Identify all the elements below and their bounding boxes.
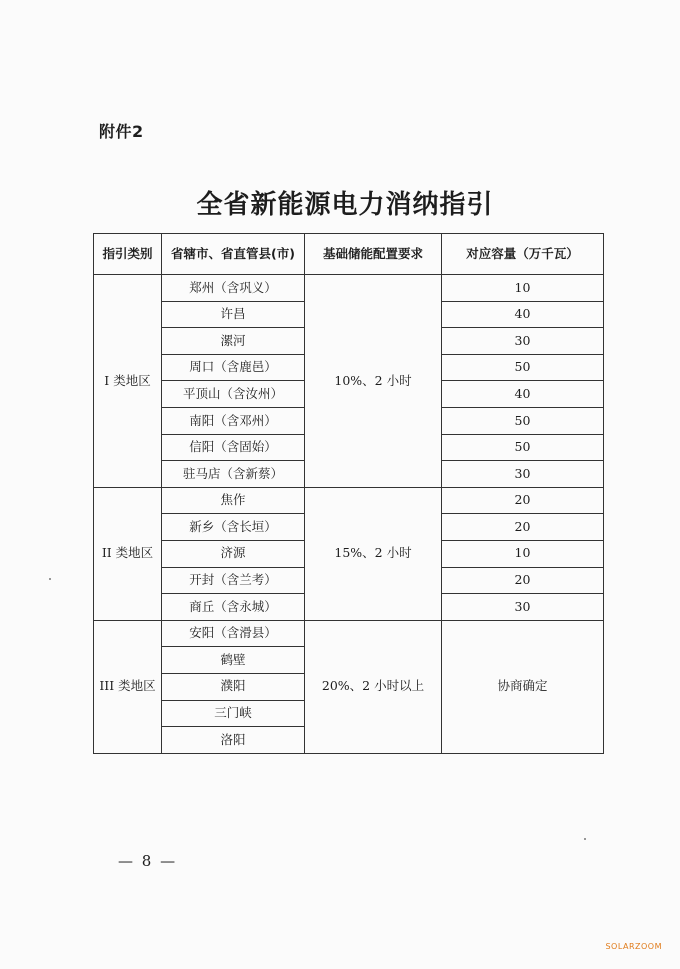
- capacity-cell: 30: [442, 594, 604, 621]
- capacity-cell: 20: [442, 567, 604, 594]
- header-requirement: 基础储能配置要求: [305, 234, 442, 275]
- city-cell: 信阳（含固始）: [162, 434, 305, 461]
- header-capacity: 对应容量（万千瓦）: [442, 234, 604, 275]
- capacity-cell: 50: [442, 354, 604, 381]
- table-header-row: [94, 234, 604, 275]
- city-cell: 郑州（含巩义）: [162, 275, 305, 302]
- city-cell: 安阳（含滑县）: [162, 620, 305, 647]
- capacity-cell: 50: [442, 434, 604, 461]
- city-cell: 南阳（含邓州）: [162, 407, 305, 434]
- table-row: [94, 487, 604, 514]
- attachment-label: 附件2: [99, 122, 144, 141]
- capacity-cell: 50: [442, 407, 604, 434]
- capacity-cell: 20: [442, 487, 604, 514]
- city-cell: 商丘（含永城）: [162, 594, 305, 621]
- requirement-cell: 10%、2 小时: [305, 275, 442, 488]
- city-cell: 济源: [162, 540, 305, 567]
- city-cell: 平顶山（含汝州）: [162, 381, 305, 408]
- capacity-cell: 30: [442, 328, 604, 355]
- city-cell: 三门峡: [162, 700, 305, 727]
- capacity-cell: 10: [442, 540, 604, 567]
- capacity-cell: 30: [442, 461, 604, 488]
- document-title: 全省新能源电力消纳指引: [196, 190, 494, 220]
- city-cell: 濮阳: [162, 673, 305, 700]
- category-cell: I 类地区: [94, 275, 162, 488]
- category-cell: II 类地区: [94, 487, 162, 620]
- table-row: [94, 620, 604, 647]
- city-cell: 新乡（含长垣）: [162, 514, 305, 541]
- requirement-cell: 20%、2 小时以上: [305, 620, 442, 753]
- header-category: 指引类别: [94, 234, 162, 275]
- city-cell: 洛阳: [162, 727, 305, 754]
- capacity-cell: 20: [442, 514, 604, 541]
- scan-speck: [584, 838, 586, 840]
- city-cell: 驻马店（含新蔡）: [162, 461, 305, 488]
- table-row: [94, 275, 604, 302]
- capacity-cell: 40: [442, 381, 604, 408]
- guidance-table: [93, 233, 604, 754]
- capacity-cell: 协商确定: [442, 620, 604, 753]
- city-cell: 许昌: [162, 301, 305, 328]
- city-cell: 焦作: [162, 487, 305, 514]
- city-cell: 漯河: [162, 328, 305, 355]
- scan-speck: [49, 578, 51, 580]
- city-cell: 鹤壁: [162, 647, 305, 674]
- city-cell: 周口（含鹿邑）: [162, 354, 305, 381]
- requirement-cell: 15%、2 小时: [305, 487, 442, 620]
- watermark: SOLARZOOM: [605, 942, 662, 951]
- category-cell: III 类地区: [94, 620, 162, 753]
- header-city: 省辖市、省直管县(市): [162, 234, 305, 275]
- page-number: — 8 —: [118, 852, 178, 870]
- capacity-cell: 10: [442, 275, 604, 302]
- capacity-cell: 40: [442, 301, 604, 328]
- city-cell: 开封（含兰考）: [162, 567, 305, 594]
